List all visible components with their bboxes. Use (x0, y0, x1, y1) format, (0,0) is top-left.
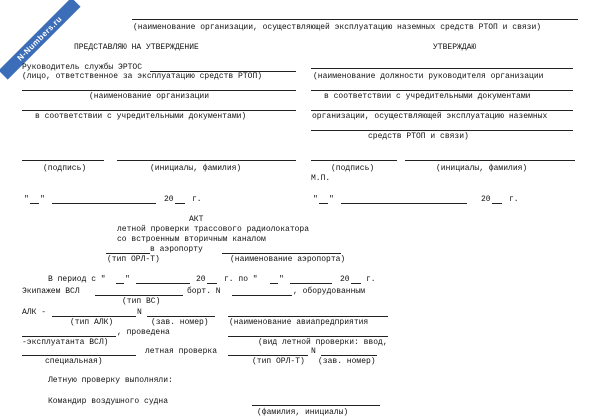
cap-kind: (вид летной проверки: ввод, (258, 338, 388, 347)
cap-docs-left: в соответствии с учредительными документами) (35, 112, 247, 121)
orl-serial-line (321, 355, 377, 356)
alk-serial-line (147, 316, 215, 317)
crew-suffix: , оборудованным (293, 287, 366, 296)
crew-board-line (232, 295, 292, 296)
cap-alk: (тип АЛК) (70, 318, 114, 327)
orl-type-line (228, 355, 308, 356)
period-g2: г. (366, 275, 376, 284)
cap-act-type: (тип ОРЛ-Т) (107, 255, 160, 264)
crew-prefix: Экипажем ВСЛ (22, 287, 80, 296)
right-date-suffix: г. (509, 195, 519, 204)
cap-org-left: (наименование организации (89, 92, 210, 101)
left-line-3 (22, 110, 296, 111)
right-date-year-line (492, 203, 502, 204)
cap-position: (наименование должности руководителя организации (313, 72, 544, 81)
operator-line (22, 336, 116, 337)
act-line-2: со встроенным вторичным каналом (117, 235, 266, 244)
period-year2-line (351, 283, 361, 284)
cap-operator: -эксплуатанта ВСЛ) (22, 338, 109, 347)
org-line (132, 19, 578, 20)
alk-prefix: АЛК - (22, 308, 47, 317)
cap-special: специальная) (45, 357, 103, 366)
watermark-banner: N-Numbers.ru (0, 0, 81, 80)
act-line-3: в аэропорту (150, 245, 203, 254)
right-line-2 (311, 90, 573, 91)
enterprise-line (228, 316, 388, 317)
cap-docs-right: в соответствии с учредительными документами (324, 92, 531, 101)
kind-line (228, 336, 388, 337)
cap-serial2: (зав. номер) (318, 357, 376, 366)
period-year1-line (207, 283, 217, 284)
left-line-2 (22, 90, 296, 91)
left-date-year-line (175, 203, 185, 204)
left-name-line (117, 160, 296, 161)
flight-n: N (311, 347, 316, 356)
left-date-open: " (24, 195, 29, 204)
cap-enterprise: (наименование авиапредприятия (229, 318, 369, 327)
period-year2: 20 (340, 275, 350, 284)
cap-vs: (тип ВС) (122, 297, 161, 306)
performed-label: Летную проверку выполняли: (48, 376, 173, 385)
stamp-label: М.П. (311, 174, 331, 183)
commander-label: Командир воздушного судна (48, 397, 169, 406)
right-sign-line (311, 160, 397, 161)
head-label: Руководитель службы ЭРТОС (22, 63, 143, 72)
left-date-month (52, 203, 156, 204)
right-date-month (341, 203, 467, 204)
period-month2 (290, 283, 332, 284)
right-date-open: " (313, 195, 318, 204)
top-caption: (наименование организации, осуществляющей эксплуатацию наземных средств РТОП и связи) (133, 23, 542, 32)
alk-n: N (137, 308, 142, 317)
right-date-day (319, 203, 328, 204)
period-day1 (116, 283, 124, 284)
right-name-line (405, 160, 575, 161)
flight-check-label: летная проверка (145, 347, 218, 356)
left-date-suffix: г. (192, 195, 202, 204)
period-q1: " (125, 275, 130, 284)
cap-person: (лицо, ответственное за эксплуатацию средств РТОП) (22, 72, 263, 81)
cap-sign-right: (подпись) (331, 164, 375, 173)
act-line-1: летной проверки трассового радиолокатора (117, 225, 310, 234)
period-day2 (270, 283, 278, 284)
special-line (22, 355, 136, 356)
right-date-close: " (329, 195, 334, 204)
crew-board: борт. N (187, 287, 221, 296)
cap-means: средств РТОП и связи) (368, 132, 469, 141)
period-month1 (136, 283, 190, 284)
conducted-label: , проведена (117, 328, 170, 337)
left-title: ПРЕДСТАВЛЯЮ НА УТВЕРЖДЕНИЕ (74, 43, 199, 52)
cap-sign-left: (подпись) (43, 164, 87, 173)
right-title: УТВЕРЖДАЮ (433, 43, 477, 52)
cap-name-left: (инициалы, фамилия) (150, 164, 242, 173)
period-prefix: В период с " (48, 275, 106, 284)
left-date-day (30, 203, 39, 204)
right-line-1 (311, 68, 573, 69)
period-q2: " (279, 275, 284, 284)
right-line-4 (311, 130, 573, 131)
right-date-year: 20 (481, 195, 491, 204)
left-date-close: " (40, 195, 45, 204)
crew-vs-line (95, 295, 183, 296)
left-date-year: 20 (164, 195, 174, 204)
cap-serial: (зав. номер) (151, 318, 209, 327)
act-title: АКТ (189, 215, 204, 224)
cap-name-right: (инициалы, фамилия) (436, 164, 528, 173)
alk-type-line (52, 316, 136, 317)
cap-org-right: организации, осуществляющей эксплуатацию наземных (312, 112, 548, 121)
right-line-3 (311, 110, 573, 111)
left-sign-line (22, 160, 104, 161)
cap-airport: (наименование аэропорта) (230, 255, 346, 264)
period-year1: 20 (196, 275, 206, 284)
cap-type2: (тип ОРЛ-Т) (252, 357, 305, 366)
commander-line (252, 405, 380, 406)
period-g1: г. по " (224, 275, 258, 284)
act-type-line (106, 253, 150, 254)
cap-commander-name: (фамилия, инициалы) (257, 408, 349, 417)
act-airport-line (222, 253, 341, 254)
